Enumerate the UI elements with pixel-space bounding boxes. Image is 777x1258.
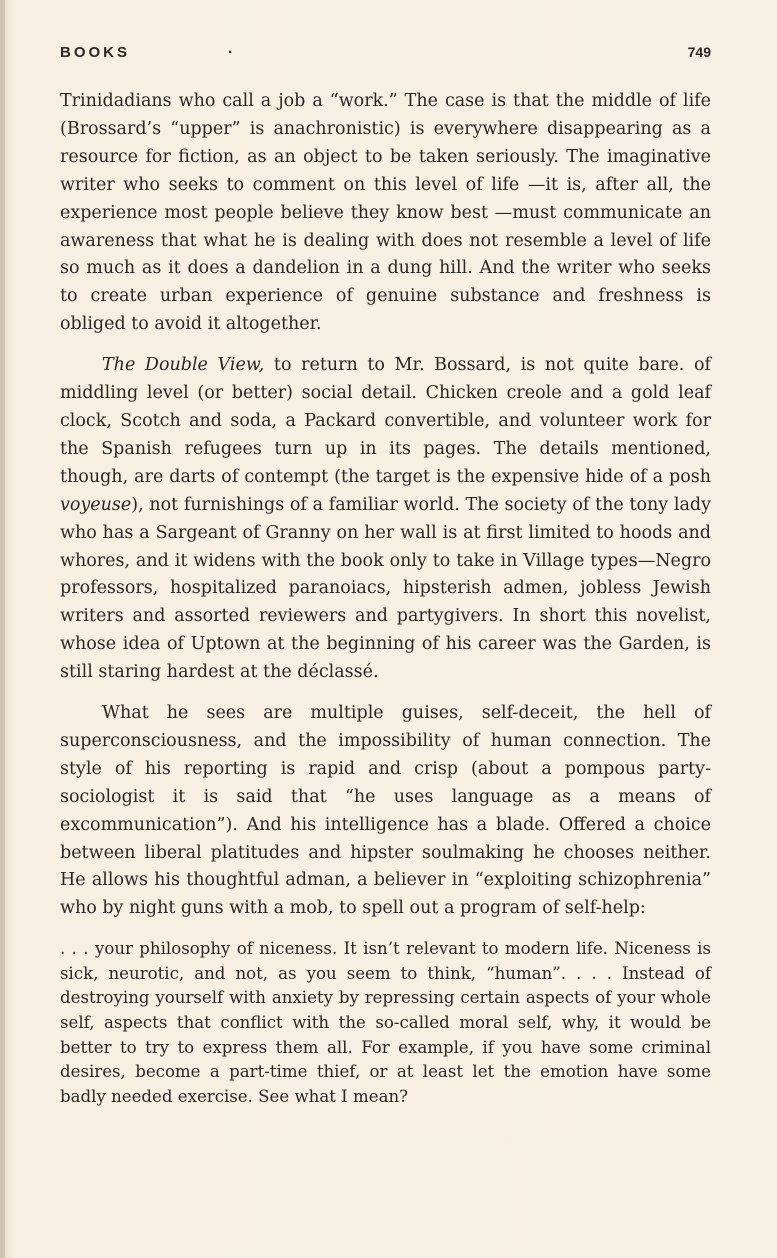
book-title: The Double View, <box>102 355 265 376</box>
paragraph-3: What he sees are multiple guises, self-deceit, the hell of superconsciousness, and the impossibility of human connection. The style of his reporting is rapid and crisp (about a pompous party-sociologist it is said that “he uses language as a means of excommunication”). And his intelligence has a blade. Offered a choice between liberal platitudes and hipster soulmaking he chooses neither. He allows his thoughtful adman, a believer in “exploiting schizophrenia” who by night guns with a mob, to spell out a program of self-help: <box>60 703 711 919</box>
page-header <box>60 44 711 66</box>
block-quote: . . . your philosophy of niceness. It isn’t relevant to modern life. Niceness is sick, neurotic, and not, as you seem to think, “human”. . . . Instead of destroying yourself with anxiety by repressing certain aspects of your whole self, aspects that conflict with the so-called moral self, why, it would be better to try to express them all. For example, if you have some criminal desires, become a part-time thief, or at least let the emotion have some badly needed exercise. See what I mean? <box>60 939 711 1106</box>
italic-word: voyeuse <box>60 494 132 515</box>
paragraph-2-text-b: ), not furnishings of a familiar world. The society of the tony lady who has a Sargeant of Granny on her wall is at first limited to hoods and whores, and it widens with the book only to take in Village types—Negro professors, hospitalized paranoiacs, hipsterish admen, jobless Jewish writers and assorted reviewers and partygivers. In short this novelist, whose idea of Uptown at the beginning of his career was the Garden, is still staring hardest at the déclassé. <box>60 494 711 683</box>
page-gutter <box>0 0 5 1258</box>
paragraph-1: Trinidadians who call a job a “work.” The case is that the middle of life (Brossard’s “upper” is anachronistic) is everywhere disappearing as a resource for fiction, as an object to be taken seriously. The imaginative writer who seeks to comment on this level of life —it is, after all, the experience most people believe they know best —must communicate an awareness that what he is dealing with does not resemble a level of life so much as it does a dandelion in a dung hill. And the writer who seeks to create urban experience of genuine substance and freshness is obliged to avoid it altogether. <box>60 91 711 335</box>
header-separator: · <box>228 44 233 61</box>
paragraph-2 <box>60 352 711 687</box>
article-body <box>60 88 711 1109</box>
paragraph-2-text-a: to return to Mr. Bossard, is not quite bare. of middling level (or better) social detail. Chicken creole and a gold leaf clock, Scotch and soda, a Packard convertible, and volunteer work for the Spanish refugees turn up in its pages. The details mentioned, though, are darts of contempt (the target is the expensive hide of a posh <box>60 355 711 487</box>
running-head: BOOKS <box>60 44 131 61</box>
page-number: 749 <box>687 44 711 60</box>
